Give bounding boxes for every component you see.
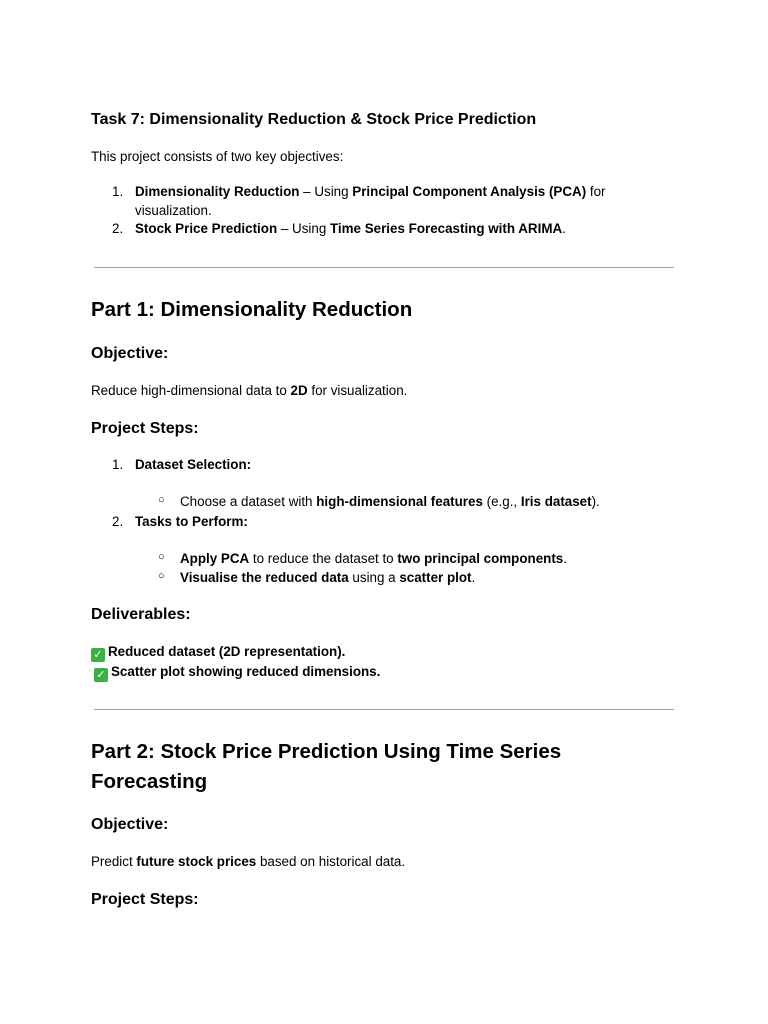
part2-title-line-1: Part 2: Stock Price Prediction Using Time Series (91, 740, 562, 763)
text-bold: Iris dataset (520, 494, 592, 509)
step-label: Tasks to Perform: (135, 514, 248, 529)
objective-bold: Principal Component Analysis (PCA) (352, 184, 587, 199)
deliverable-item-1 (91, 644, 345, 662)
list-number: 2. (112, 514, 124, 529)
text-bold: two principal components (397, 551, 564, 566)
text: . (563, 551, 567, 566)
objective-text: – Using (277, 221, 330, 236)
part2-objective-heading: Objective: (91, 816, 169, 833)
text: . (471, 570, 476, 585)
objective-bold: Stock Price Prediction (135, 221, 278, 236)
part1-deliverables-heading: Deliverables: (91, 606, 191, 623)
list-number: 2. (112, 221, 124, 236)
text-bold: 2D (290, 383, 308, 398)
bullet-icon: ○ (158, 494, 165, 506)
text-bold: scatter plot (399, 570, 472, 585)
part2-steps-heading: Project Steps: (91, 891, 199, 908)
part2-title-line-2: Forecasting (91, 770, 208, 793)
deliverable-item-2 (94, 664, 380, 682)
part1-objective-text (91, 383, 407, 398)
text-bold: Visualise the reduced data (180, 570, 349, 585)
objective-bold: Dimensionality Reduction (135, 184, 300, 199)
part1-objective-heading: Objective: (91, 345, 169, 362)
text: ). (591, 494, 600, 509)
text: to reduce the dataset to (249, 551, 398, 566)
horizontal-divider (94, 267, 674, 268)
text-bold: future stock prices (136, 854, 257, 869)
text: Reduce high-dimensional data to (91, 383, 291, 398)
text: (e.g., (482, 494, 521, 509)
check-mark-icon: ✓ (91, 648, 105, 662)
list-number: 1. (112, 457, 124, 472)
objective-bold: Time Series Forecasting with ARIMA (329, 221, 563, 236)
objective-text: . (562, 221, 566, 236)
text: for visualization. (307, 383, 408, 398)
text-bold: Apply PCA (180, 551, 250, 566)
part1-title: Part 1: Dimensionality Reduction (91, 298, 413, 321)
part1-steps-heading: Project Steps: (91, 420, 199, 437)
list-number: 1. (112, 184, 124, 199)
bullet-icon: ○ (158, 551, 165, 563)
part2-objective-text (91, 854, 405, 869)
text: Predict (91, 854, 137, 869)
intro-text: This project consists of two key objectives: (91, 149, 344, 164)
objective-text: for (586, 184, 606, 199)
horizontal-divider (94, 709, 674, 710)
text: based on historical data. (256, 854, 406, 869)
objective-text: visualization. (135, 203, 212, 218)
objective-text: – Using (299, 184, 353, 199)
deliverable-text: Reduced dataset (2D representation). (108, 644, 346, 659)
text: Choose a dataset with (180, 494, 317, 509)
check-mark-icon: ✓ (94, 668, 108, 682)
bullet-icon: ○ (158, 570, 165, 582)
deliverable-text: Scatter plot showing reduced dimensions. (111, 664, 381, 679)
text: using a (348, 570, 400, 585)
text-bold: high-dimensional features (316, 494, 483, 509)
step-label: Dataset Selection: (135, 457, 252, 472)
task-title: Task 7: Dimensionality Reduction & Stock Price Prediction (91, 111, 537, 128)
